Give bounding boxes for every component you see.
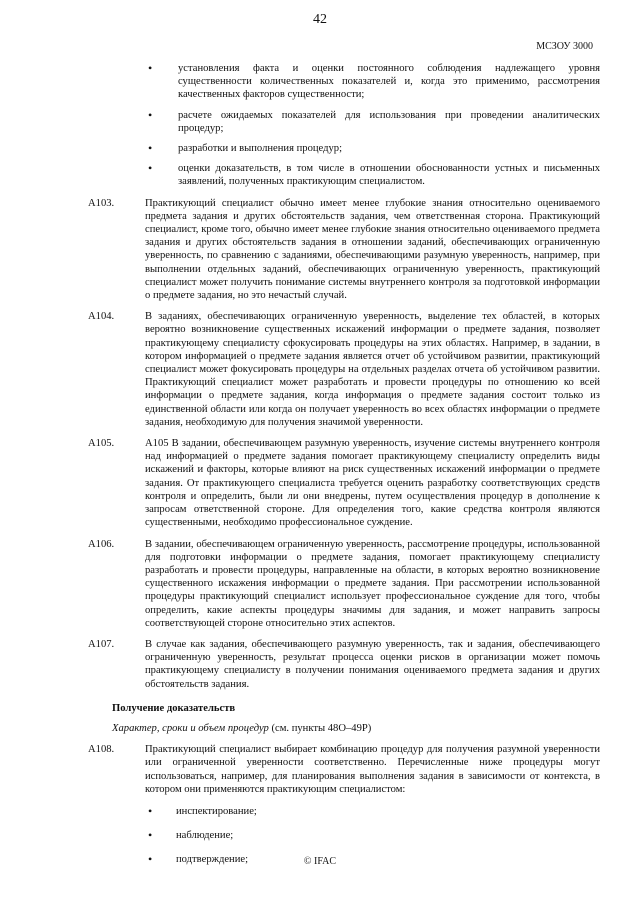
paragraph-a105 bbox=[88, 437, 600, 529]
paragraph-a108 bbox=[88, 743, 600, 796]
document-code: МСЗОУ 3000 bbox=[536, 41, 593, 52]
paragraph-text: В задании, обеспечивающем ограниченную уверенность, рассмотрение процедуры, использованной для подготовки информации о предмете задания, помогает практикующему специалисту разработать и провести процедуры, направленные на области, в которых вероятно возникновение существенного искажения информации о предмете задания. При рассмотрении использованной процедуры практикующий специалист использует профессиональное суждение для того, чтобы определить, какие аспекты процедуры значимы для задания, и может направить запросы соответствующей стороне относительно этих аспектов. bbox=[145, 538, 600, 629]
list-item: • инспектирование; bbox=[112, 805, 600, 818]
paragraph-number: A104. bbox=[88, 311, 115, 323]
list-item: • установления факта и оценки постоянного соблюдения надлежащего уровня существенности количественных показателей и, когда это применимо, рассмотрения качественных факторов существенности; bbox=[112, 62, 600, 102]
paragraph-number: A105. bbox=[88, 438, 115, 450]
top-bullet-list bbox=[112, 62, 600, 189]
paragraph-number: A107. bbox=[88, 638, 115, 650]
paragraph-a104 bbox=[88, 310, 600, 429]
paragraph-text: В случае как задания, обеспечивающего разумную уверенность, так и задания, обеспечивающего ограниченную уверенность, результат процесса оценки рисков в организации может помочь практикующему специалисту в получении понимания оцениваемого предмета задания и других обстоятельств задания. bbox=[145, 638, 600, 690]
footer-copyright: © IFAC bbox=[303, 856, 337, 867]
paragraph-text: В заданиях, обеспечивающих ограниченную уверенность, выделение тех областей, в которых вероятно возникновение существенных искажений информации о предмете задания, позволяет практикующему специалисту сфокусировать процедуры на этих областях. Например, в задании, в котором информацией о предмете задания является отчет об устойчивом развитии, практикующий специалист может фокусировать процедуры на отдельных разделах отчета об устойчивом развитии. Практикующий специалист может разработать и провести процедуры по отношению ко всей информации о предмете задания, когда информация о предмете задания состоит только из единственной области или когда он получает уверенность во всех областях информации о предмете задания, необходимую для получения значимой уверенности. bbox=[145, 311, 600, 428]
paragraph-a107 bbox=[88, 638, 600, 691]
section-title: Получение доказательств bbox=[112, 702, 236, 714]
page-content bbox=[88, 62, 600, 878]
paragraph-a106 bbox=[88, 538, 600, 630]
list-item: • разработки и выполнения процедур; bbox=[112, 142, 600, 155]
paragraph-text: A105 В задании, обеспечивающем разумную уверенность, изучение системы внутреннего контроля над информацией о предмете задания помогает практикующему специалисту определить виды искажений и факторы, которые влияют на риск существенных искажений информации о предмете задания. От практикующего специалиста требуется оценить разработку соответствующих средств контроля и определить, были ли они внедрены, путем осуществления процедур в дополнение к запросам ответственной стороне. Для определения того, какие средства контроля являются существенными, необходимо профессиональное суждение. bbox=[145, 438, 600, 529]
page-number: 42 bbox=[313, 12, 327, 27]
paragraph-a103 bbox=[88, 197, 600, 303]
list-item: • наблюдение; bbox=[112, 829, 600, 842]
subsection-reference: (см. пункты 48О–49Р) bbox=[271, 722, 372, 734]
list-item: • подтверждение; bbox=[112, 853, 600, 866]
list-item: • оценки доказательств, в том числе в отношении обоснованности устных и письменных заявлений, полученных практикующим специалистом. bbox=[112, 162, 600, 188]
paragraph-number: A103. bbox=[88, 197, 115, 209]
paragraph-number: A106. bbox=[88, 538, 115, 550]
subsection-title bbox=[112, 722, 600, 735]
paragraph-text: Практикующий специалист выбирает комбинацию процедур для получения разумной уверенности или ограниченной уверенности соответственно. Перечисленные ниже процедуры могут использоваться, например, для планирования выполнения задания в зависимости от контекста, в котором они применяются практикующим специалистом: bbox=[145, 744, 600, 795]
paragraph-text: Практикующий специалист обычно имеет менее глубокие знания относительно оцениваемого предмета задания и других обстоятельств задания, чем ответственная сторона. Практикующий специалист, кроме того, обычно имеет менее глубокие знания относительно оцениваемого предмета задания и других обстоятельств задания в отношении заданий, обеспечивающих ограниченную уверенность, по сравнению с заданиями, обеспечивающими разумную уверенность, например, при выполнении отдельных заданий, обеспечивающих ограниченную уверенность, практикующий специалист может получить понимание системы внутреннего контроля за подготовкой информации о предмете задания, но это нечастый случай. bbox=[145, 197, 600, 302]
list-item: • расчете ожидаемых показателей для использования при проведении аналитических процедур; bbox=[112, 109, 600, 135]
subsection-title-text: Характер, сроки и объем процедур bbox=[112, 722, 269, 734]
paragraph-number: A108. bbox=[88, 744, 115, 756]
